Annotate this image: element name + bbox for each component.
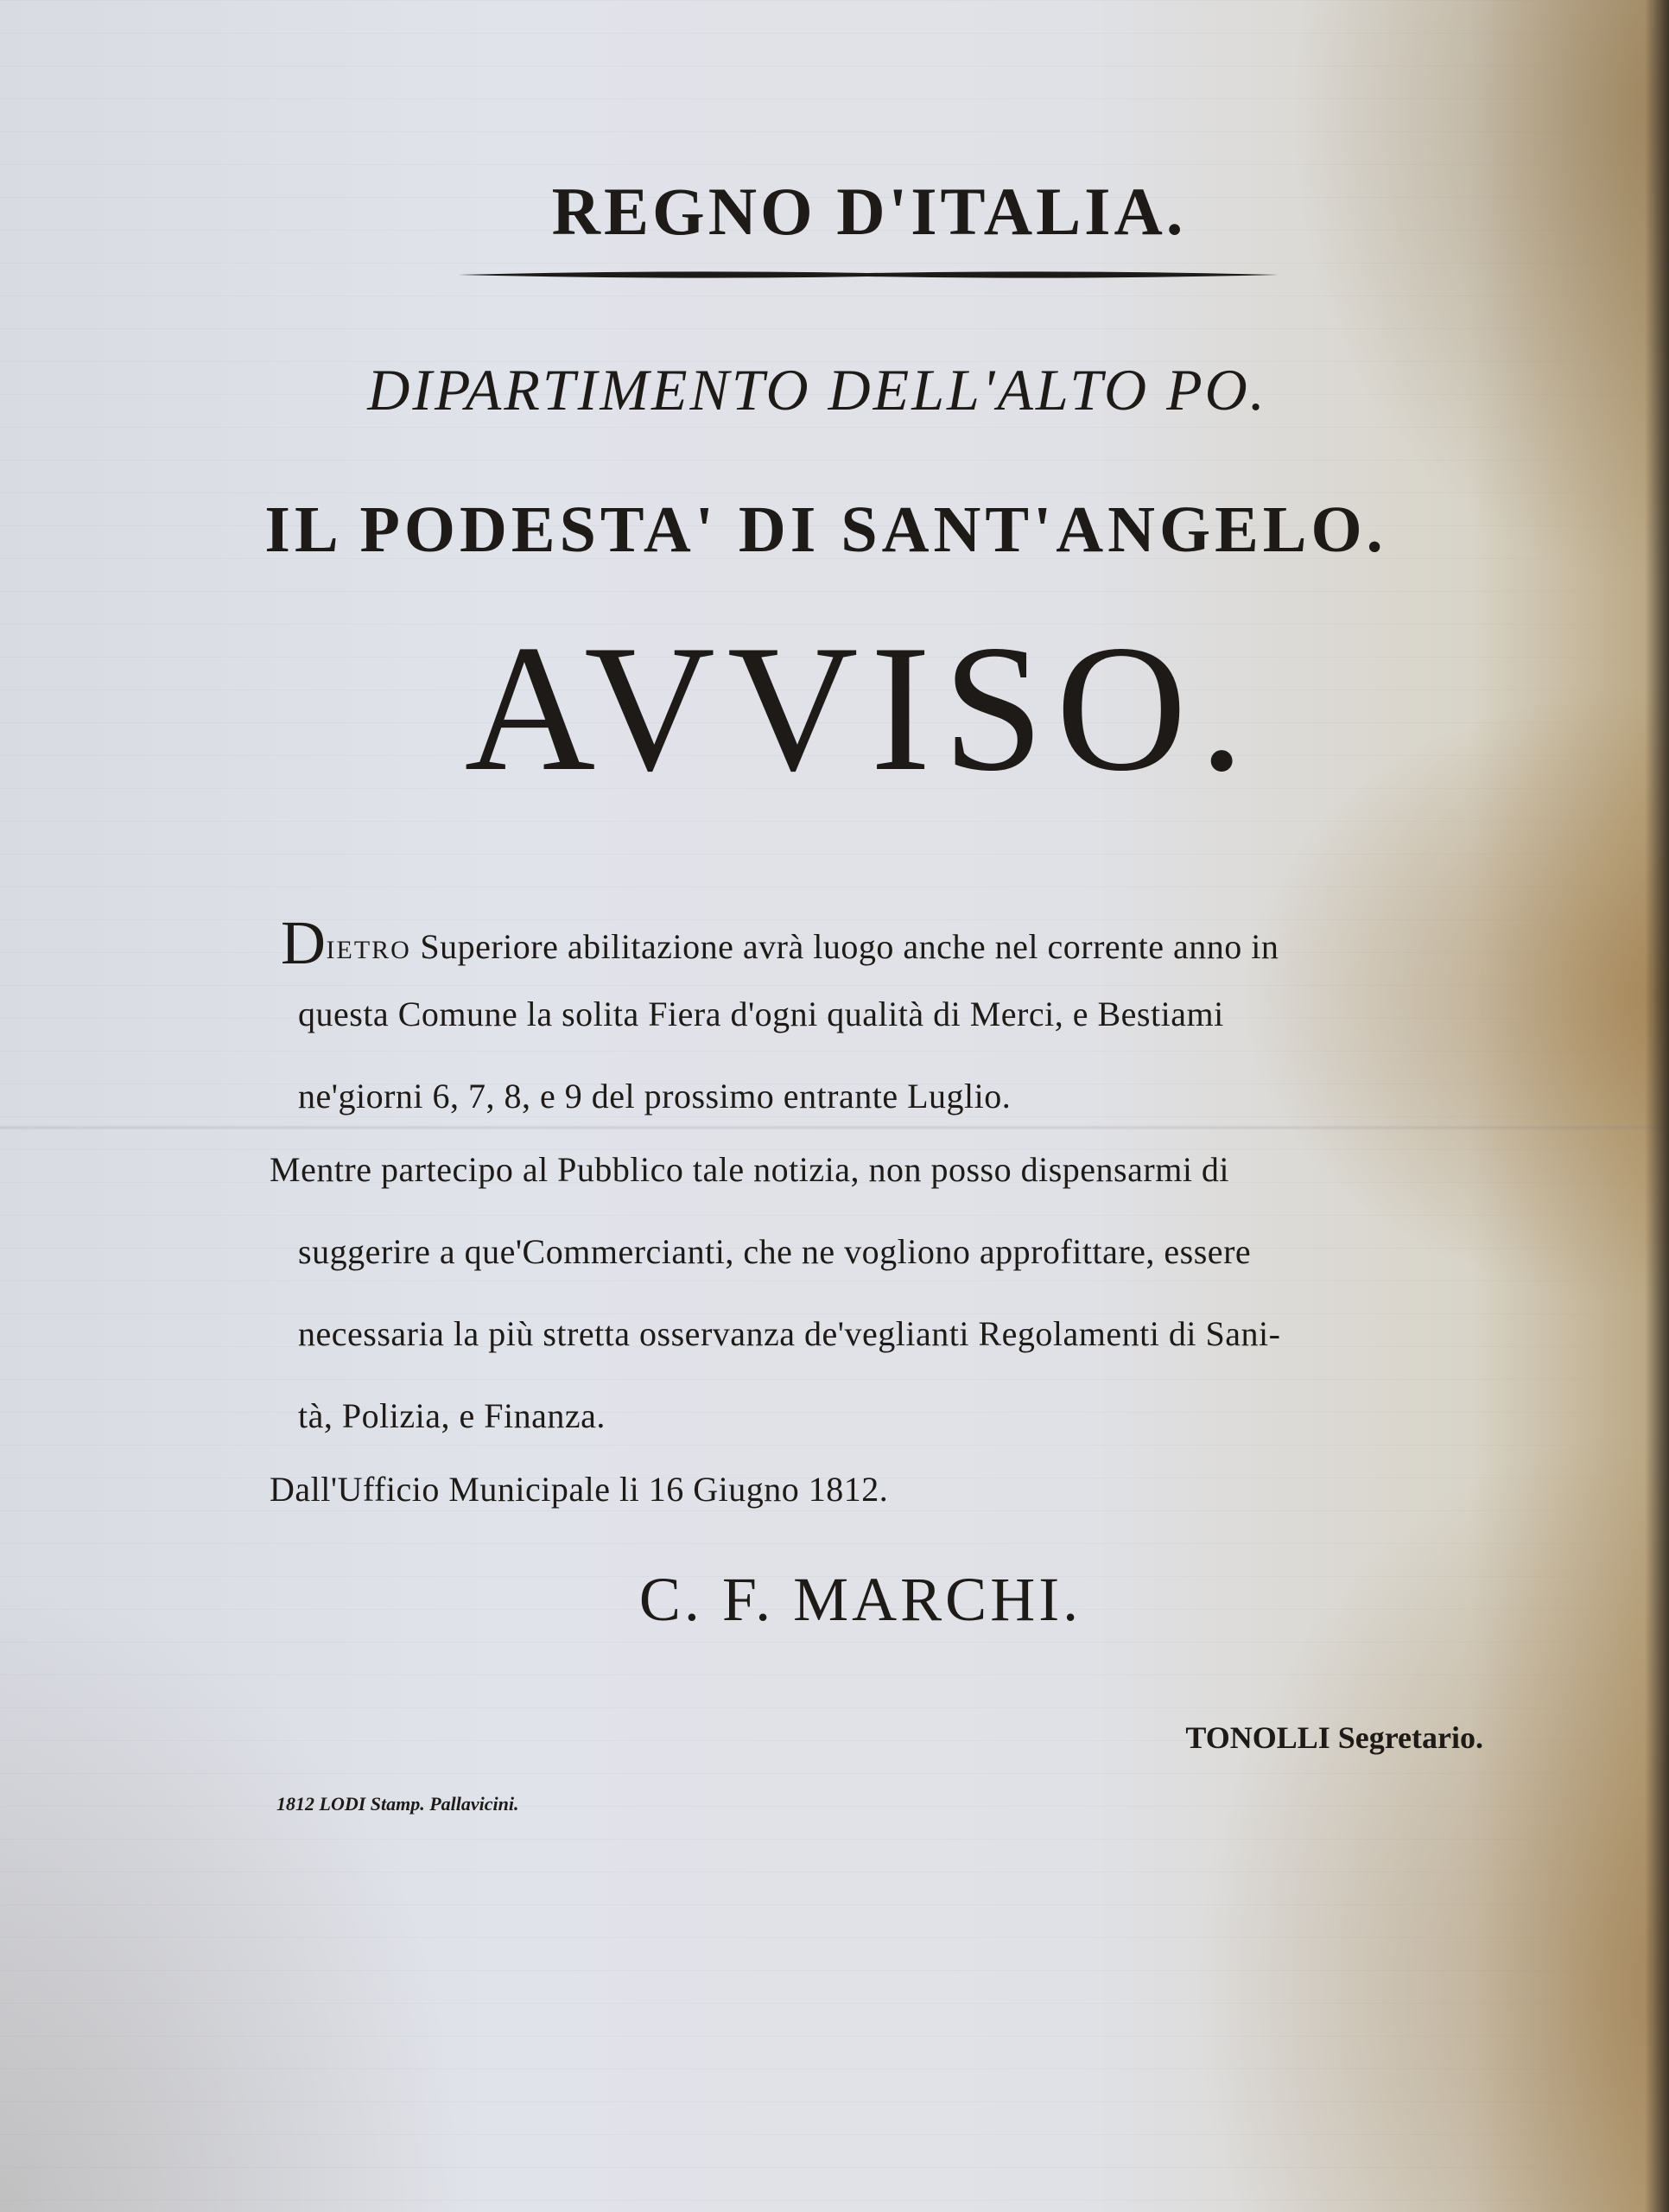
paragraph2-line1: Mentre partecipo al Pubblico tale notizia, non posso dispensarmi di <box>270 1150 1230 1189</box>
smallcaps-word: IETRO <box>326 936 411 964</box>
paragraph1-line2: questa Comune la solita Fiera d'ogni qualità di Merci, e Bestiami <box>298 995 1224 1033</box>
department-heading: DIPARTIMENTO DELL'ALTO PO. <box>367 357 1267 423</box>
paragraph2-line3: necessaria la più stretta osservanza de'veglianti Regolamenti di Sani- <box>298 1314 1281 1353</box>
authority-heading: IL PODESTA' DI SANT'ANGELO. <box>264 493 1387 566</box>
paper-edge <box>1645 0 1669 2212</box>
kingdom-heading: REGNO D'ITALIA. <box>551 174 1187 249</box>
dropcap-letter: D <box>281 908 327 977</box>
secretary-signature: TONOLLI Segretario. <box>1185 1720 1483 1755</box>
dateline: Dall'Ufficio Municipale li 16 Giugno 1812. <box>270 1470 889 1509</box>
paragraph1-line3: ne'giorni 6, 7, 8, e 9 del prossimo entrante Luglio. <box>298 1077 1012 1116</box>
printer-imprint: 1812 LODI Stamp. Pallavicini. <box>276 1793 519 1815</box>
ornamental-rule <box>458 268 1279 282</box>
paragraph2-line4: tà, Polizia, e Finanza. <box>298 1396 606 1435</box>
notice-title: AVVISO. <box>464 608 1257 809</box>
paragraph1-line1-text: Superiore abilitazione avrà luogo anche nel corrente anno in <box>410 927 1279 966</box>
paragraph1-line1 <box>281 908 1482 977</box>
paper-fold-line <box>0 1125 1669 1130</box>
signature-name: C. F. MARCHI. <box>638 1565 1082 1634</box>
paragraph2-line2: suggerire a que'Commercianti, che ne vogliono approfittare, essere <box>298 1232 1252 1271</box>
